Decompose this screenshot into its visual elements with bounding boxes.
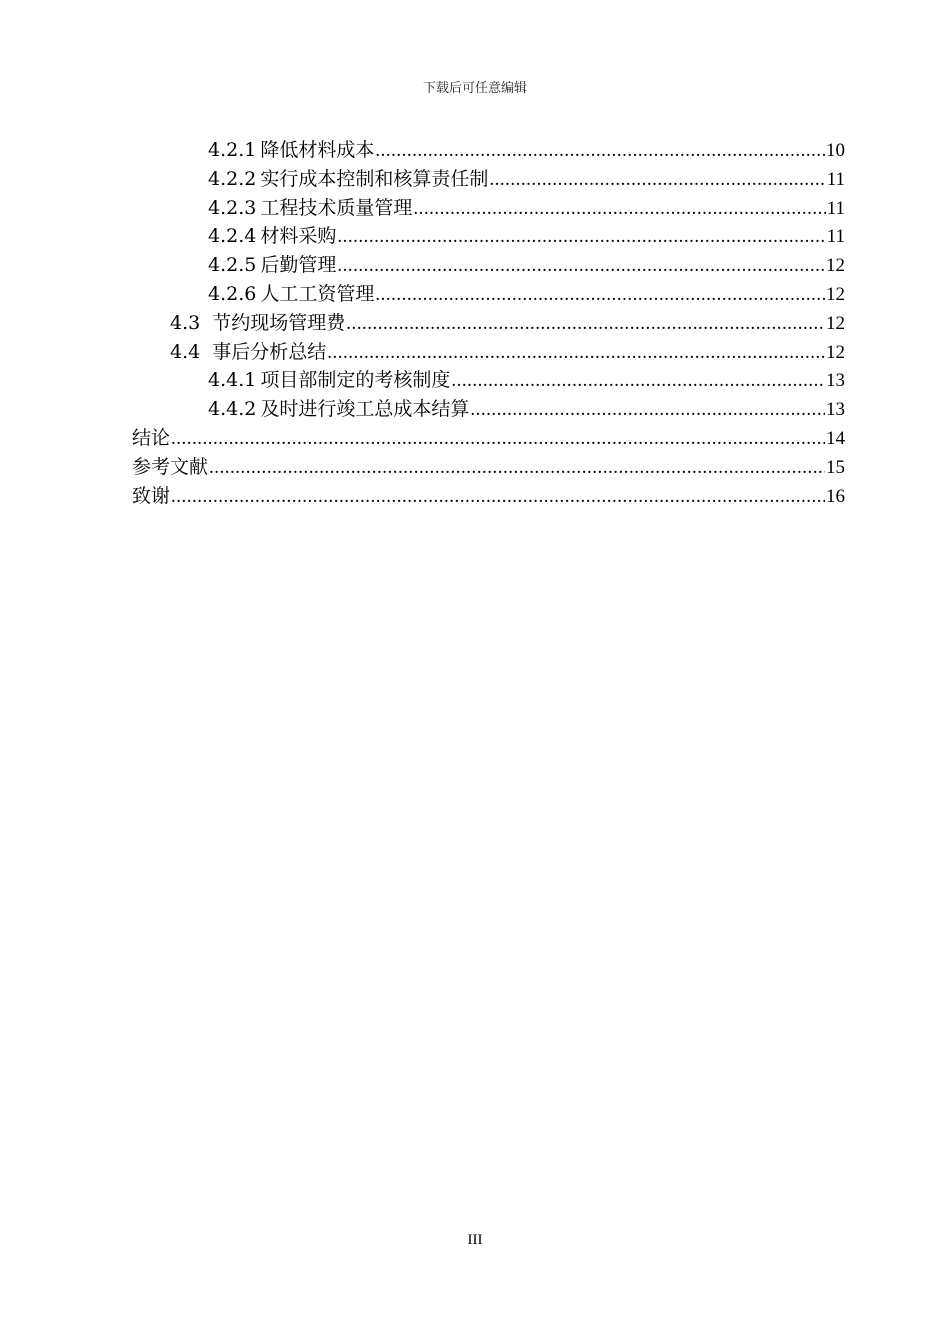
toc-entry-number: 4.2.1 (208, 139, 257, 161)
toc-entry-number: 4.2.5 (208, 254, 257, 277)
toc-entry[interactable] (132, 482, 845, 511)
toc-entry[interactable] (132, 453, 845, 482)
toc-entry-page: 12 (826, 283, 845, 305)
toc-entry-title: 后勤管理 (260, 254, 337, 277)
toc-entry-page: 15 (826, 456, 845, 478)
toc-entry[interactable] (132, 395, 845, 424)
toc-entry-page: 11 (826, 197, 845, 219)
toc-entry-page: 12 (826, 312, 845, 334)
toc-entry-title: 项目部制定的考核制度 (260, 369, 451, 392)
toc-entry[interactable] (132, 366, 845, 395)
toc-dot-leader (337, 223, 825, 252)
toc-dot-leader (171, 425, 825, 454)
toc-dot-leader (209, 454, 825, 483)
toc-entry-page: 12 (826, 255, 845, 277)
toc-dot-leader (171, 483, 825, 512)
toc-entry-page: 13 (826, 399, 845, 421)
page-header: 下载后可任意编辑 (422, 81, 527, 96)
toc-entry-title: 工程技术质量管理 (260, 196, 413, 219)
toc-entry-number: 4.2.3 (208, 196, 257, 219)
toc-dot-leader (337, 252, 825, 281)
toc-dot-leader (489, 166, 825, 195)
toc-entry-title: 致谢 (132, 484, 171, 507)
toc-entry-page: 12 (826, 341, 845, 363)
toc-entry[interactable] (132, 338, 845, 367)
toc-entry-number: 4.4 (170, 340, 201, 363)
toc-entry[interactable] (132, 424, 845, 453)
toc-entry-title: 参考文献 (132, 455, 209, 478)
toc-entry-title: 事后分析总结 (212, 340, 327, 363)
toc-entry[interactable] (132, 280, 845, 309)
toc-dot-leader (451, 367, 825, 396)
toc-entry-page: 13 (826, 370, 845, 392)
toc-entry[interactable] (132, 136, 845, 165)
toc-entry-number: 4.2.2 (208, 167, 257, 190)
toc-entry-title: 结论 (132, 426, 171, 449)
toc-dot-leader (346, 310, 825, 339)
toc-entry-number: 4.2.6 (208, 282, 257, 305)
toc-entry[interactable] (132, 194, 845, 223)
toc-entry-title: 节约现场管理费 (212, 311, 346, 334)
toc-entry-page: 10 (826, 140, 845, 161)
table-of-contents (132, 136, 845, 510)
toc-entry-page: 14 (826, 427, 845, 449)
toc-entry-title: 材料采购 (260, 225, 337, 248)
toc-entry-page: 11 (826, 168, 845, 190)
toc-dot-leader (375, 281, 825, 310)
toc-entry-number: 4.4.2 (208, 398, 257, 421)
toc-dot-leader (375, 137, 825, 166)
toc-entry-number: 4.3 (170, 311, 201, 334)
toc-dot-leader (413, 195, 825, 224)
toc-entry-title: 降低材料成本 (260, 139, 375, 161)
toc-entry-page: 16 (826, 485, 845, 507)
toc-entry-page: 11 (826, 226, 845, 248)
toc-entry[interactable] (132, 309, 845, 338)
toc-entry-number: 4.2.4 (208, 225, 257, 248)
toc-entry[interactable] (132, 165, 845, 194)
toc-dot-leader (470, 396, 825, 425)
page-number: III (467, 1232, 483, 1248)
toc-entry-title: 实行成本控制和核算责任制 (260, 167, 489, 190)
toc-dot-leader (327, 339, 825, 368)
toc-entry-title: 人工工资管理 (260, 282, 375, 305)
toc-entry[interactable] (132, 251, 845, 280)
toc-entry-number: 4.4.1 (208, 369, 257, 392)
toc-entry-title: 及时进行竣工总成本结算 (260, 398, 470, 421)
toc-entry[interactable] (132, 222, 845, 251)
